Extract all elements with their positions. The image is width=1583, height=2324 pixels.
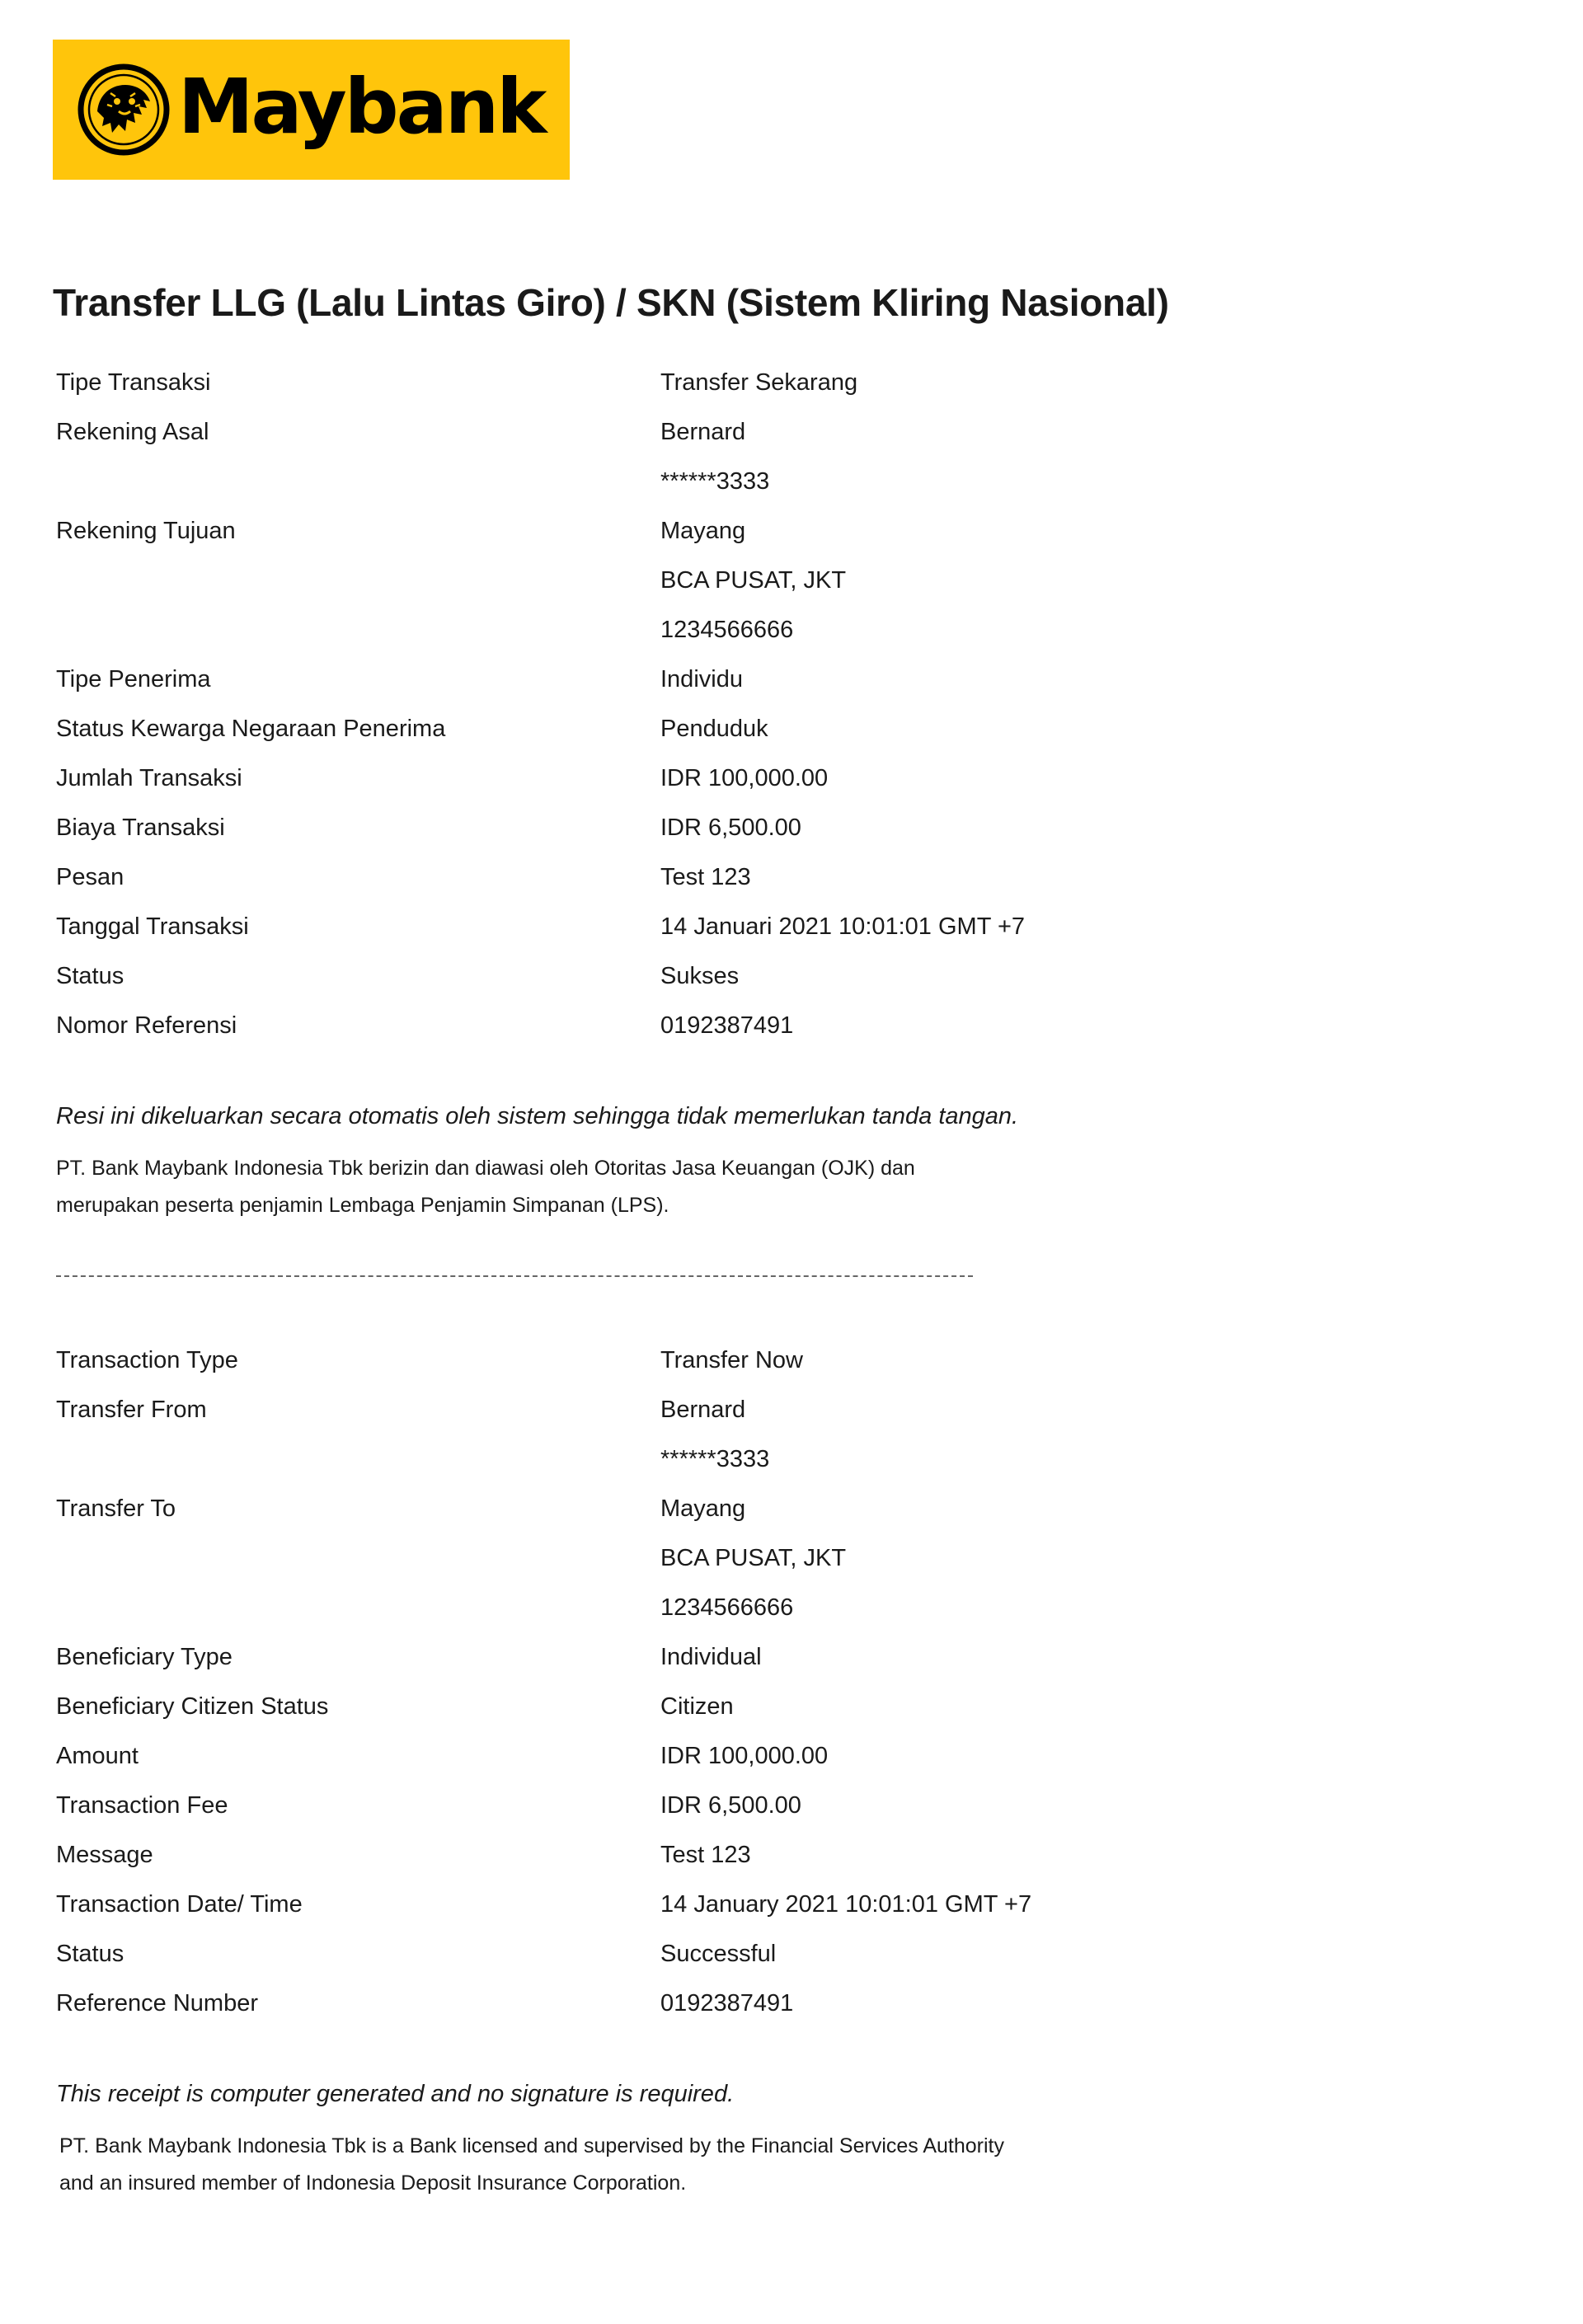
detail-row (56, 1385, 1128, 1434)
detail-value: Mayang (660, 518, 746, 544)
detail-row (56, 655, 1128, 704)
section-divider (56, 1275, 973, 1277)
detail-label: Status (56, 963, 124, 989)
detail-row (56, 1929, 1128, 1979)
detail-row (56, 1336, 1128, 1385)
detail-value: Penduduk (660, 716, 768, 742)
legal-note-en-line2: and an insured member of Indonesia Deposit Insurance Corporation. (59, 2171, 687, 2195)
detail-label: Status (56, 1941, 124, 1967)
detail-row (56, 902, 1128, 951)
detail-value: 14 Januari 2021 10:01:01 GMT +7 (660, 913, 1026, 940)
detail-value: Individu (660, 666, 743, 693)
detail-label: Jumlah Transaksi (56, 765, 242, 791)
brand-name: Maybank (178, 63, 545, 151)
detail-row (56, 1434, 1128, 1484)
detail-row (56, 407, 1128, 457)
detail-value: Sukses (660, 963, 740, 989)
detail-label: Beneficiary Citizen Status (56, 1693, 329, 1720)
detail-value: 0192387491 (660, 1990, 794, 2016)
detail-value: Citizen (660, 1693, 734, 1720)
detail-value: 0192387491 (660, 1012, 794, 1039)
detail-value: Transfer Sekarang (660, 369, 858, 396)
detail-row (56, 1979, 1128, 2028)
detail-value: IDR 100,000.00 (660, 765, 829, 791)
detail-value: Bernard (660, 1397, 746, 1423)
detail-row (56, 1880, 1128, 1929)
detail-label: Amount (56, 1743, 139, 1769)
detail-row (56, 803, 1128, 852)
detail-row (56, 605, 1128, 655)
detail-value: Mayang (660, 1495, 746, 1522)
detail-row (56, 1731, 1128, 1781)
receipt-details-id (56, 358, 1128, 1050)
detail-value: 1234566666 (660, 1594, 794, 1621)
detail-label: Message (56, 1842, 153, 1868)
legal-note-id-line2: merupakan peserta penjamin Lembaga Penjamin Simpanan (LPS). (56, 1194, 669, 1217)
receipt-details-en (56, 1336, 1128, 2028)
auto-generated-note-en: This receipt is computer generated and no signature is required. (56, 2081, 735, 2107)
detail-label: Tipe Penerima (56, 666, 211, 693)
detail-row (56, 1682, 1128, 1731)
detail-row (56, 852, 1128, 902)
detail-row (56, 704, 1128, 754)
auto-generated-note-id: Resi ini dikeluarkan secara otomatis oleh sistem sehingga tidak memerlukan tanda tangan. (56, 1103, 1019, 1129)
detail-value: 14 January 2021 10:01:01 GMT +7 (660, 1891, 1032, 1918)
detail-value: 1234566666 (660, 617, 794, 643)
page-title: Transfer LLG (Lalu Lintas Giro) / SKN (Sistem Kliring Nasional) (53, 281, 1169, 324)
detail-label: Tipe Transaksi (56, 369, 211, 396)
detail-label: Tanggal Transaksi (56, 913, 249, 940)
detail-label: Transfer To (56, 1495, 176, 1522)
detail-value: Successful (660, 1941, 777, 1967)
detail-row (56, 1533, 1128, 1583)
detail-value: Individual (660, 1644, 762, 1670)
detail-label: Nomor Referensi (56, 1012, 237, 1039)
detail-row (56, 358, 1128, 407)
detail-label: Reference Number (56, 1990, 258, 2016)
detail-label: Transfer From (56, 1397, 207, 1423)
detail-row (56, 1001, 1128, 1050)
detail-row (56, 1781, 1128, 1830)
detail-label: Beneficiary Type (56, 1644, 233, 1670)
detail-value: IDR 6,500.00 (660, 1792, 801, 1819)
detail-value: ******3333 (660, 1446, 770, 1472)
detail-value: Bernard (660, 419, 746, 445)
legal-note-en-line1: PT. Bank Maybank Indonesia Tbk is a Bank licensed and supervised by the Financial Services Authority (59, 2134, 1004, 2157)
detail-label: Rekening Tujuan (56, 518, 236, 544)
legal-note-id-line1: PT. Bank Maybank Indonesia Tbk berizin dan diawasi oleh Otoritas Jasa Keuangan (OJK) dan (56, 1157, 915, 1180)
detail-value: BCA PUSAT, JKT (660, 1545, 847, 1571)
tiger-emblem-icon (78, 63, 170, 156)
detail-label: Status Kewarga Negaraan Penerima (56, 716, 446, 742)
detail-row (56, 556, 1128, 605)
detail-row (56, 951, 1128, 1001)
detail-label: Pesan (56, 864, 124, 890)
detail-value: Test 123 (660, 864, 751, 890)
detail-value: Transfer Now (660, 1347, 803, 1373)
detail-label: Biaya Transaksi (56, 815, 225, 841)
detail-row (56, 457, 1128, 506)
detail-label: Rekening Asal (56, 419, 209, 445)
detail-row (56, 1632, 1128, 1682)
detail-value: Test 123 (660, 1842, 751, 1868)
detail-row (56, 506, 1128, 556)
detail-label: Transaction Type (56, 1347, 238, 1373)
detail-row (56, 1830, 1128, 1880)
detail-value: BCA PUSAT, JKT (660, 567, 847, 594)
maybank-logo (53, 40, 570, 180)
detail-row (56, 754, 1128, 803)
detail-value: IDR 100,000.00 (660, 1743, 829, 1769)
detail-row (56, 1484, 1128, 1533)
detail-value: ******3333 (660, 468, 770, 495)
detail-label: Transaction Date/ Time (56, 1891, 303, 1918)
detail-label: Transaction Fee (56, 1792, 228, 1819)
detail-value: IDR 6,500.00 (660, 815, 801, 841)
detail-row (56, 1583, 1128, 1632)
